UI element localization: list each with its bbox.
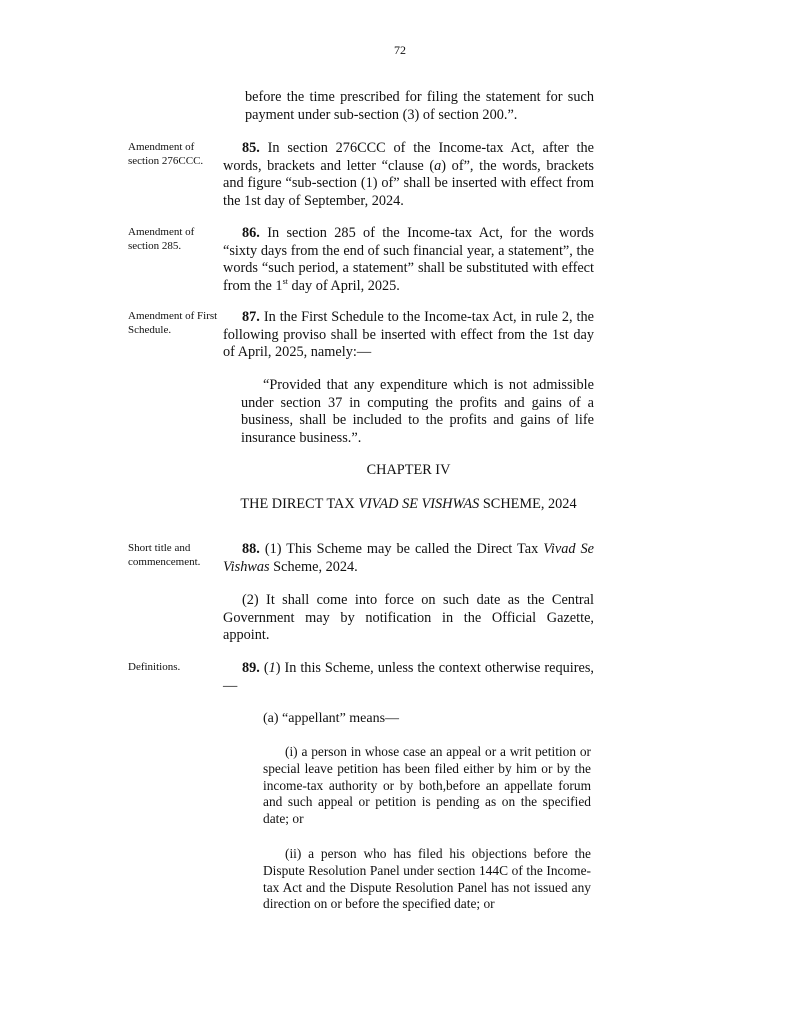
section-89-text-b: ) In this Scheme, unless the context otherwise requires,— xyxy=(223,660,594,694)
section-85-italic: a xyxy=(434,157,442,174)
section-86-superscript: st xyxy=(282,277,288,287)
section-86-text-a: In section 285 of the Income-tax Act, for the words “sixty days from the end of such financial year, a statement”, the words “such period, a statement” shall be substituted with effect from the 1 xyxy=(223,225,594,294)
section-85-text-b: ) of”, the words, brackets and figure “sub-section (1) of” shall be inserted with effect from the 1st day of September, 2024. xyxy=(223,157,594,209)
margin-note-89: Definitions. xyxy=(128,661,181,673)
chapter-title-italic: VIVAD SE VISHWAS xyxy=(358,496,480,512)
section-85 xyxy=(223,140,594,210)
margin-note-86: Amendment of section 285. xyxy=(128,226,195,252)
section-87 xyxy=(223,309,594,362)
section-89-number: 89. xyxy=(242,660,260,676)
section-87-number: 87. xyxy=(242,309,260,325)
continuation-paragraph: before the time prescribed for filing the statement for such payment under sub-section (3) of section 200.”. xyxy=(245,89,594,123)
margin-note-88: Short title and commencement. xyxy=(128,542,201,568)
margin-note-85: Amendment of section 276CCC. xyxy=(128,141,204,167)
subclause-ii: (ii) a person who has filed his objections before the Dispute Resolution Panel under section 144C of the Income-tax Act and the Dispute Resolution Panel has not issued any direction on or before the specified date; or xyxy=(263,846,591,912)
section-89-text-a: ( xyxy=(259,660,269,676)
margin-note-87: Amendment of First Schedule. xyxy=(128,310,218,336)
section-89-italic: 1 xyxy=(268,660,276,676)
chapter-title xyxy=(223,496,594,513)
section-88-text-a: (1) This Scheme may be called the Direct Tax xyxy=(259,541,544,557)
section-87-text: In the First Schedule to the Income-tax Act, in rule 2, the following proviso shall be inserted with effect from the 1st day of April, 2025, namely:— xyxy=(223,309,594,361)
chapter-label: CHAPTER IV xyxy=(366,462,451,478)
chapter-title-a: THE DIRECT TAX xyxy=(240,496,359,512)
section-88 xyxy=(223,541,594,576)
subclause-i: (i) a person in whose case an appeal or a writ petition or special leave petition has been filed either by him or by the income-tax authority or by both,before an appellate forum and such appeal or petition is pending as on the specified date; or xyxy=(263,744,591,827)
section-88-text-b: Scheme, 2024. xyxy=(269,558,358,575)
section-87-proviso: “Provided that any expenditure which is not admissible under section 37 in computing the profits and gains of a business, shall be included to the profits and gains of life insurance business.”. xyxy=(241,377,594,446)
page-number: 72 xyxy=(394,43,406,57)
section-88-number: 88. xyxy=(242,541,260,557)
section-86-text-b: day of April, 2025. xyxy=(287,277,400,294)
section-86 xyxy=(223,225,594,295)
section-85-number: 85. xyxy=(242,140,260,156)
chapter-title-b: SCHEME, 2024 xyxy=(479,496,577,512)
clause-a: (a) “appellant” means— xyxy=(263,711,400,726)
section-88-subsection-2: (2) It shall come into force on such date as the Central Government may by notification in the Official Gazette, appoint. xyxy=(223,592,594,644)
section-88-italic: Vivad Se Vishwas xyxy=(223,541,595,575)
section-85-text-a: In section 276CCC of the Income-tax Act, after the words, brackets and letter “clause ( xyxy=(223,140,594,174)
section-89 xyxy=(223,660,594,695)
section-86-number: 86. xyxy=(242,225,260,241)
